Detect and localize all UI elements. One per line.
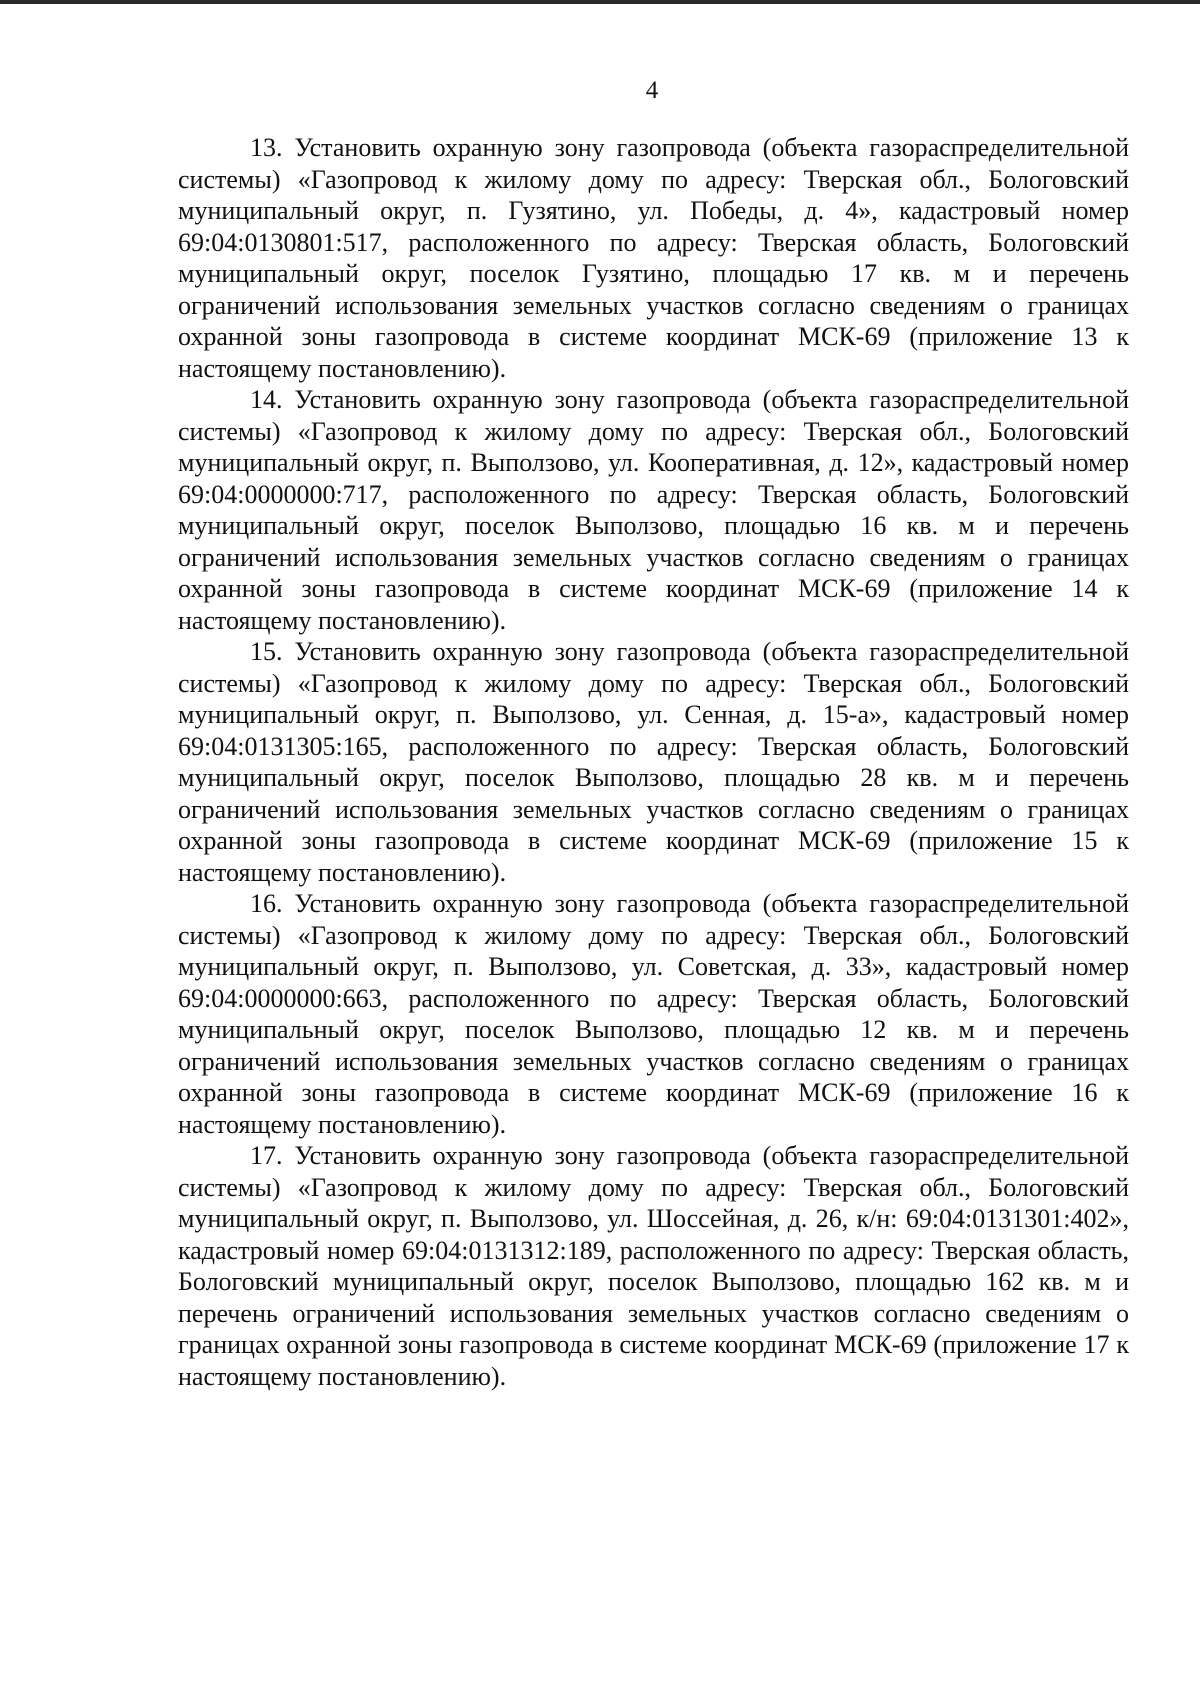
clause-14: 14. Установить охранную зону газопровода (объекта газораспределительной системы) «Газопровод к жилому дому по адресу: Тверская обл., Бологовский муниципальный округ, п. Выползово, ул. Кооперативная, д. 12», кадастровый номер 69:04:0000000:717, расположенного по адресу: Тверская область, Бологовский муниципальный округ, поселок Выползово, площадью 16 кв. м и перечень ограничений использования земельных участков согласно сведениям о границах охранной зоны газопровода в системе координат МСК-69 (приложение 14 к настоящему постановлению). [178, 385, 1129, 635]
clause-16: 16. Установить охранную зону газопровода (объекта газораспределительной системы) «Газопровод к жилому дому по адресу: Тверская обл., Бологовский муниципальный округ, п. Выползово, ул. Советская, д. 33», кадастровый номер 69:04:0000000:663, расположенного по адресу: Тверская область, Бологовский муниципальный округ, поселок Выползово, площадью 12 кв. м и перечень ограничений использования земельных участков согласно сведениям о границах охранной зоны газопровода в системе координат МСК-69 (приложение 16 к настоящему постановлению). [178, 889, 1129, 1139]
clause-13: 13. Установить охранную зону газопровода (объекта газораспределительной системы) «Газопровод к жилому дому по адресу: Тверская обл., Бологовский муниципальный округ, п. Гузятино, ул. Победы, д. 4», кадастровый номер 69:04:0130801:517, расположенного по адресу: Тверская область, Бологовский муниципальный округ, поселок Гузятино, площадью 17 кв. м и перечень ограничений использования земельных участков согласно сведениям о границах охранной зоны газопровода в системе координат МСК-69 (приложение 13 к настоящему постановлению). [178, 133, 1129, 383]
document-body [178, 132, 1129, 1392]
page-number: 4 [645, 77, 659, 104]
clause-17: 17. Установить охранную зону газопровода (объекта газораспределительной системы) «Газопровод к жилому дому по адресу: Тверская обл., Бологовский муниципальный округ, п. Выползово, ул. Шоссейная, д. 26, к/н: 69:04:0131301:402», кадастровый номер 69:04:0131312:189, расположенного по адресу: Тверская область, Бологовский муниципальный округ, поселок Выползово, площадью 162 кв. м и перечень ограничений использования земельных участков согласно сведениям о границах охранной зоны газопровода в системе координат МСК-69 (приложение 17 к настоящему постановлению). [178, 1141, 1129, 1391]
scan-top-edge [0, 0, 1200, 4]
clause-15: 15. Установить охранную зону газопровода (объекта газораспределительной системы) «Газопровод к жилому дому по адресу: Тверская обл., Бологовский муниципальный округ, п. Выползово, ул. Сенная, д. 15-а», кадастровый номер 69:04:0131305:165, расположенного по адресу: Тверская область, Бологовский муниципальный округ, поселок Выползово, площадью 28 кв. м и перечень ограничений использования земельных участков согласно сведениям о границах охранной зоны газопровода в системе координат МСК-69 (приложение 15 к настоящему постановлению). [178, 637, 1129, 887]
